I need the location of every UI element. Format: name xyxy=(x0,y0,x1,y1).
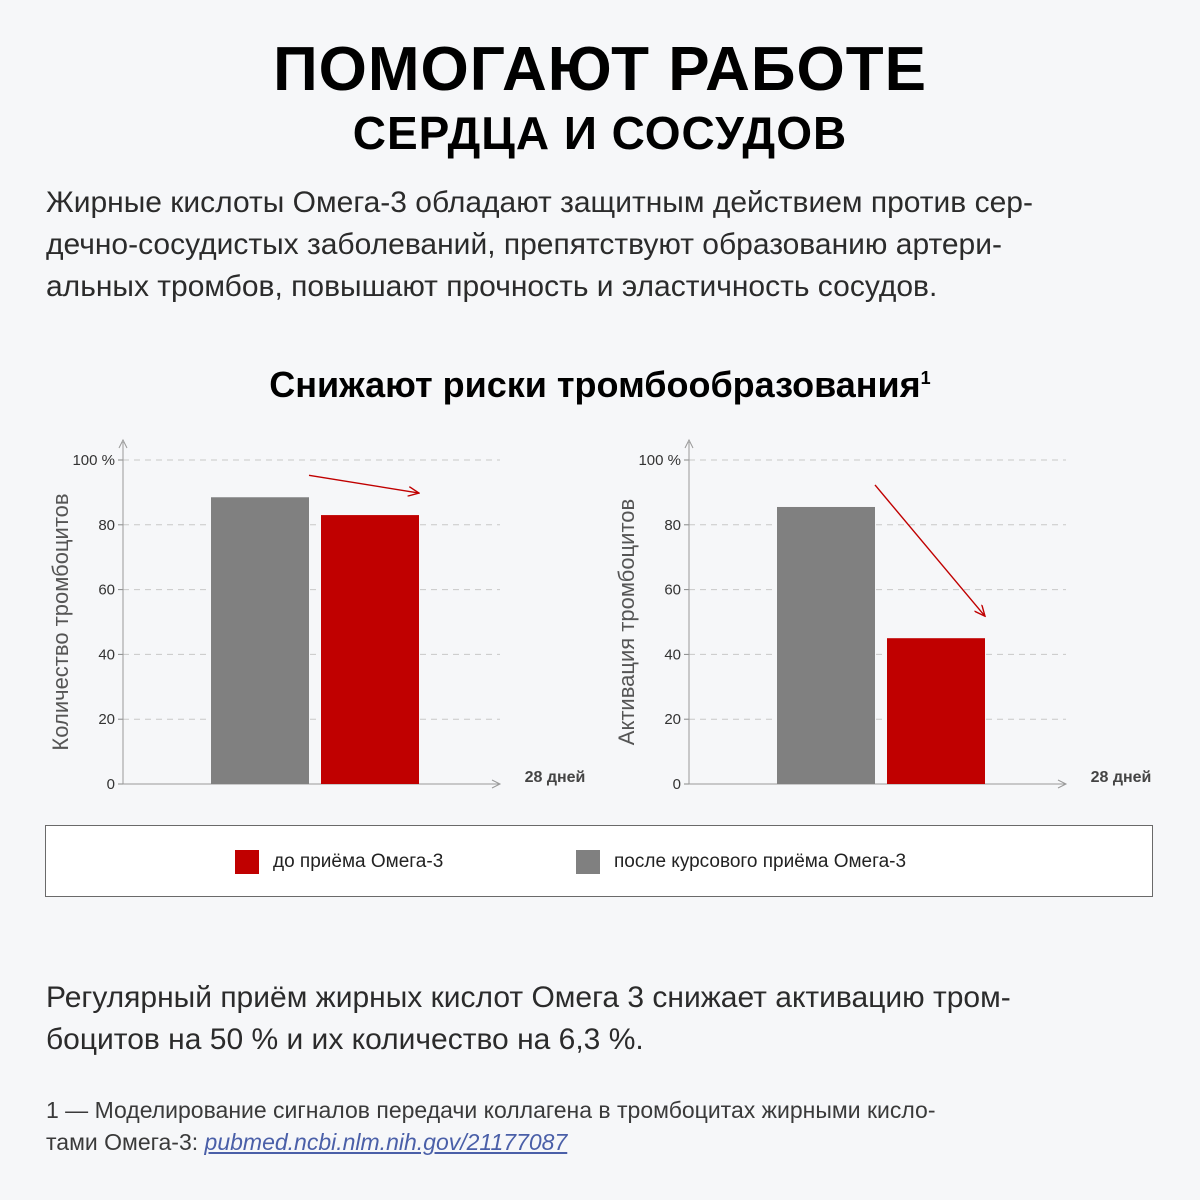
summary-paragraph xyxy=(46,977,1156,1061)
footnote xyxy=(46,1094,1156,1158)
legend-item-after xyxy=(576,850,906,874)
y-tick-label: 100 % xyxy=(638,452,681,469)
footnote-line-2 xyxy=(46,1126,1156,1158)
footnote-prefix: тами Омега-3: xyxy=(46,1129,205,1155)
y-tick-label: 80 xyxy=(664,516,681,534)
intro-line: дечно-сосудистых заболеваний, препятствуют образованию артери- xyxy=(46,228,1002,261)
summary-line: боцитов на 50 % и их количество на 6,3 %. xyxy=(46,1023,644,1056)
legend-label-before: до приёма Омега-3 xyxy=(273,851,444,872)
summary-line: Регулярный приём жирных кислот Омега 3 снижает активацию тром- xyxy=(46,981,1011,1014)
legend-swatch-before xyxy=(235,850,259,874)
legend-swatch-after xyxy=(576,850,600,874)
legend-label-after: после курсового приёма Омега-3 xyxy=(614,851,907,872)
platelet-activation-chart xyxy=(606,430,1166,810)
x-axis-label: 28 дней xyxy=(1090,769,1152,786)
y-tick-label: 80 xyxy=(98,516,115,534)
y-tick-label: 0 xyxy=(106,776,115,793)
trend-arrow xyxy=(875,485,985,616)
y-tick-label: 0 xyxy=(672,776,681,793)
bar-before xyxy=(887,638,985,784)
intro-paragraph xyxy=(46,182,1156,308)
bar-after xyxy=(211,497,309,784)
y-tick-label: 40 xyxy=(664,646,681,664)
legend-item-before xyxy=(235,850,443,874)
platelet-count-chart xyxy=(40,430,600,810)
intro-line: альных тромбов, повышают прочность и эластичность сосудов. xyxy=(46,270,938,303)
y-axis-label: Активация тромбоцитов xyxy=(614,498,639,746)
section-title-text: Снижают риски тромбообразования xyxy=(269,364,921,405)
y-tick-label: 100 % xyxy=(72,452,115,469)
bar-after xyxy=(777,507,875,784)
y-tick-label: 60 xyxy=(98,581,115,599)
x-axis-label: 28 дней xyxy=(524,769,586,786)
footnote-line: 1 — Моделирование сигналов передачи коллагена в тромбоцитах жирными кисло- xyxy=(46,1097,936,1123)
trend-arrow xyxy=(309,475,419,493)
y-tick-label: 60 xyxy=(664,581,681,599)
y-tick-label: 20 xyxy=(98,711,115,729)
intro-line: Жирные кислоты Омега-3 обладают защитным действием против сер- xyxy=(46,186,1033,219)
bar-before xyxy=(321,515,419,784)
footnote-mark: 1 xyxy=(920,368,931,388)
page-title: ПОМОГАЮТ РАБОТЕ xyxy=(273,35,927,104)
page-subtitle: СЕРДЦА И СОСУДОВ xyxy=(352,107,848,159)
chart-legend xyxy=(45,825,1153,897)
y-axis-label: Количество тромбоцитов xyxy=(48,493,73,751)
y-tick-label: 40 xyxy=(98,646,115,664)
y-tick-label: 20 xyxy=(664,711,681,729)
pubmed-link[interactable]: pubmed.ncbi.nlm.nih.gov/21177087 xyxy=(204,1129,568,1155)
section-title xyxy=(0,364,1200,406)
